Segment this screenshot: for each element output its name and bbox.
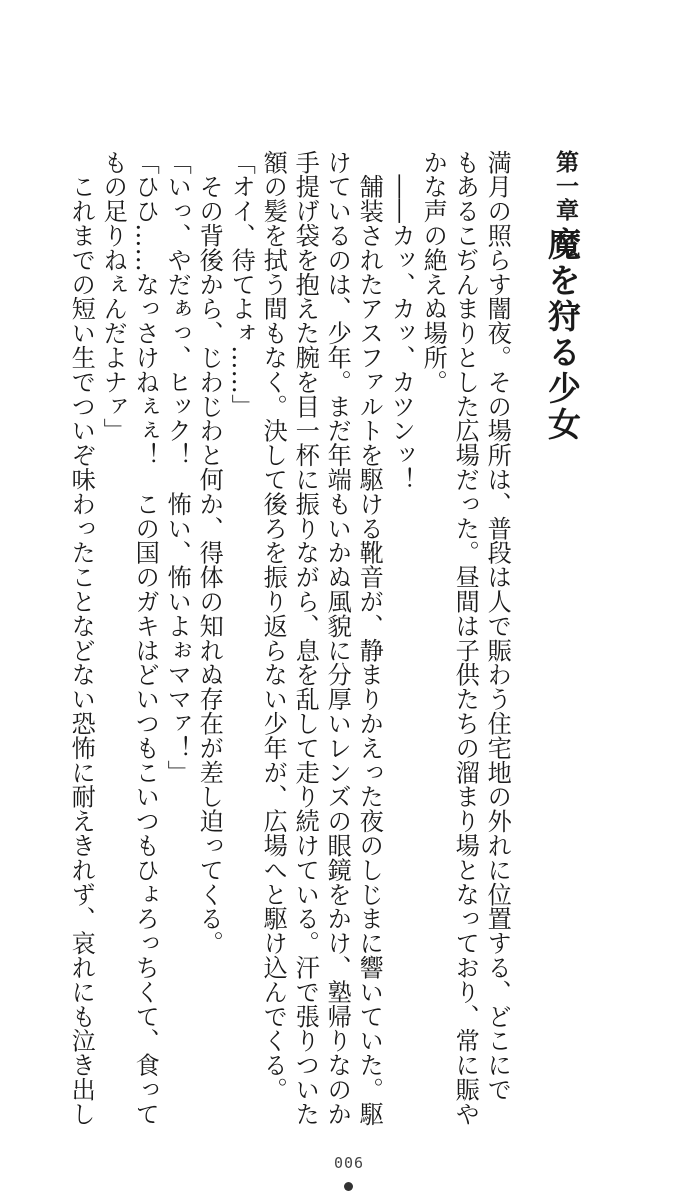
body-column: ――カッ、カッ、カツンッ！ [387, 150, 416, 492]
chapter-label: 第一章 [552, 150, 579, 222]
body-column: これまでの短い生でついぞ味わったことなどない恐怖に耐えきれず、哀れにも泣き出し [67, 150, 96, 1126]
body-column: 満月の照らす闇夜。その場所は、普段は人で賑わう住宅地の外れに位置する、どこにで [483, 150, 512, 1102]
body-column: かな声の絶えぬ場所。 [419, 150, 448, 394]
body-column: もあるこぢんまりとした広場だった。昼間は子供たちの溜まり場となっており、常に賑や [451, 150, 480, 1126]
body-column: 「いっ、やだぁっ、ヒック！ 怖い、怖いよぉママァ！」 [163, 150, 192, 785]
body-column: その背後から、じわじわと何か、得体の知れぬ存在が差し迫ってくる。 [195, 150, 224, 956]
body-column: 額の髪を拭う間もなく。決して後ろを振り返らない少年が、広場へと駆け込んでくる。 [259, 150, 288, 1102]
body-column: もの足りねぇんだよナァ」 [99, 150, 128, 443]
body-column: けているのは、少年。まだ年端もいかぬ風貌に分厚いレンズの眼鏡をかけ、塾帰りなのか [323, 150, 352, 1126]
body-column: 「ひひ……なっさけねぇぇ！ この国のガキはどいつもこいつもひょろっちくて、食って [131, 150, 160, 1126]
chapter-title: 魔を狩る少女 [543, 227, 582, 443]
body-column: 舗装されたアスファルトを駆ける靴音が、静まりかえった夜のしじまに響いていた。駆 [355, 150, 384, 1126]
page-number: 006 [333, 1154, 365, 1172]
folio-dot [344, 1182, 353, 1191]
body-column: 「オイ、待てよォ……」 [227, 150, 256, 419]
body-column: 手提げ袋を抱えた腕を目一杯に振りながら、息を乱して走り続けている。汗で張りついた [291, 150, 320, 1126]
